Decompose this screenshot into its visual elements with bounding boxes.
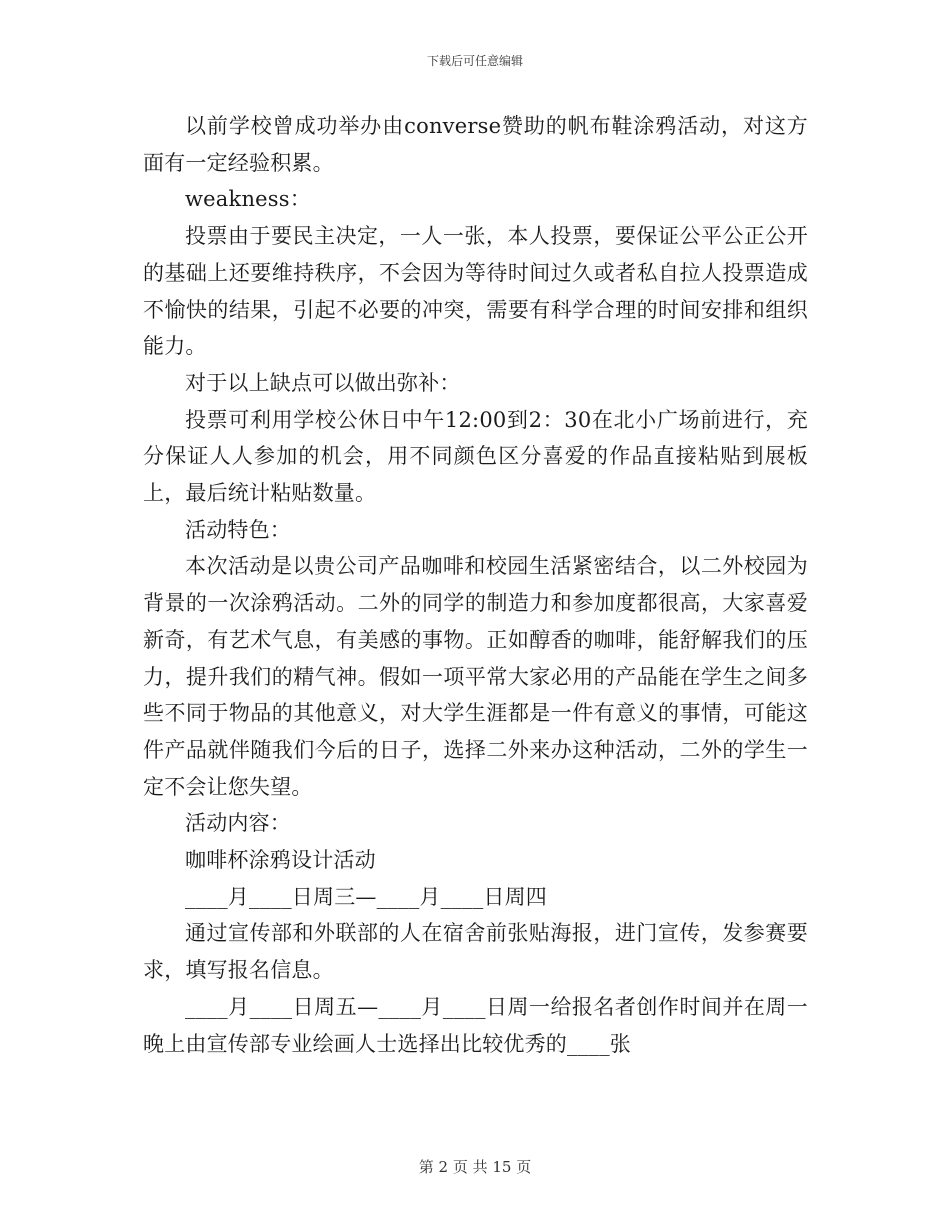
page-number: 第 2 页 共 15 页 [418, 1158, 532, 1176]
paragraph-schedule-2: ____月____日周五—____月____日周一给报名者创作时间并在周一晚上由宣传部专业绘画人士选择出比较优秀的____张 [143, 994, 808, 1056]
paragraph-features-heading: 活动特色： [185, 517, 291, 542]
paragraph-schedule-1: ____月____日周三—____月____日周四 [185, 884, 547, 909]
paragraph-experience: 以前学校曾成功举办由converse赞助的帆布鞋涂鸦活动，对这方面有一定经验积累。 [143, 114, 808, 175]
paragraph-voting-remedy: 投票可利用学校公休日中午12:00到2：30在北小广场前进行，充分保证人人参加的机会，用不同颜色区分喜爱的作品直接粘贴到展板上，最后统计粘贴数量。 [143, 407, 808, 506]
paragraph-remedy-heading: 对于以上缺点可以做出弥补： [185, 370, 461, 395]
paragraph-activity-name: 咖啡杯涂鸦设计活动 [185, 848, 376, 873]
paragraph-features: 本次活动是以贵公司产品咖啡和校园生活紧密结合，以二外校园为背景的一次涂鸦活动。二外的同学的制造力和参加度都很高，大家喜爱新奇，有艺术气息，有美感的事物。正如醇香的咖啡，能舒解我们的压力，提升我们的精气神。假如一项平常大家必用的产品能在学生之间多些不同于物品的其他意义，对大学生涯都是一件有意义的事情，可能这件产品就伴随我们今后的日子，选择二外来办这种活动，二外的学生一定不会让您失望。 [143, 554, 808, 799]
paragraph-content-heading: 活动内容： [185, 811, 291, 836]
paragraph-weakness-heading: weakness： [185, 187, 311, 212]
paragraph-promotion: 通过宣传部和外联部的人在宿舍前张贴海报，进门宣传，发参赛要求，填写报名信息。 [143, 921, 808, 983]
page-header: 下载后可任意编辑 [426, 54, 523, 68]
document-body [143, 108, 808, 1062]
paragraph-voting-weakness: 投票由于要民主决定，一人一张，本人投票，要保证公平公正公开的基础上还要维持秩序，不会因为等待时间过久或者私自拉人投票造成不愉快的结果，引起不必要的冲突，需要有科学合理的时间安排和组织能力。 [143, 224, 808, 359]
